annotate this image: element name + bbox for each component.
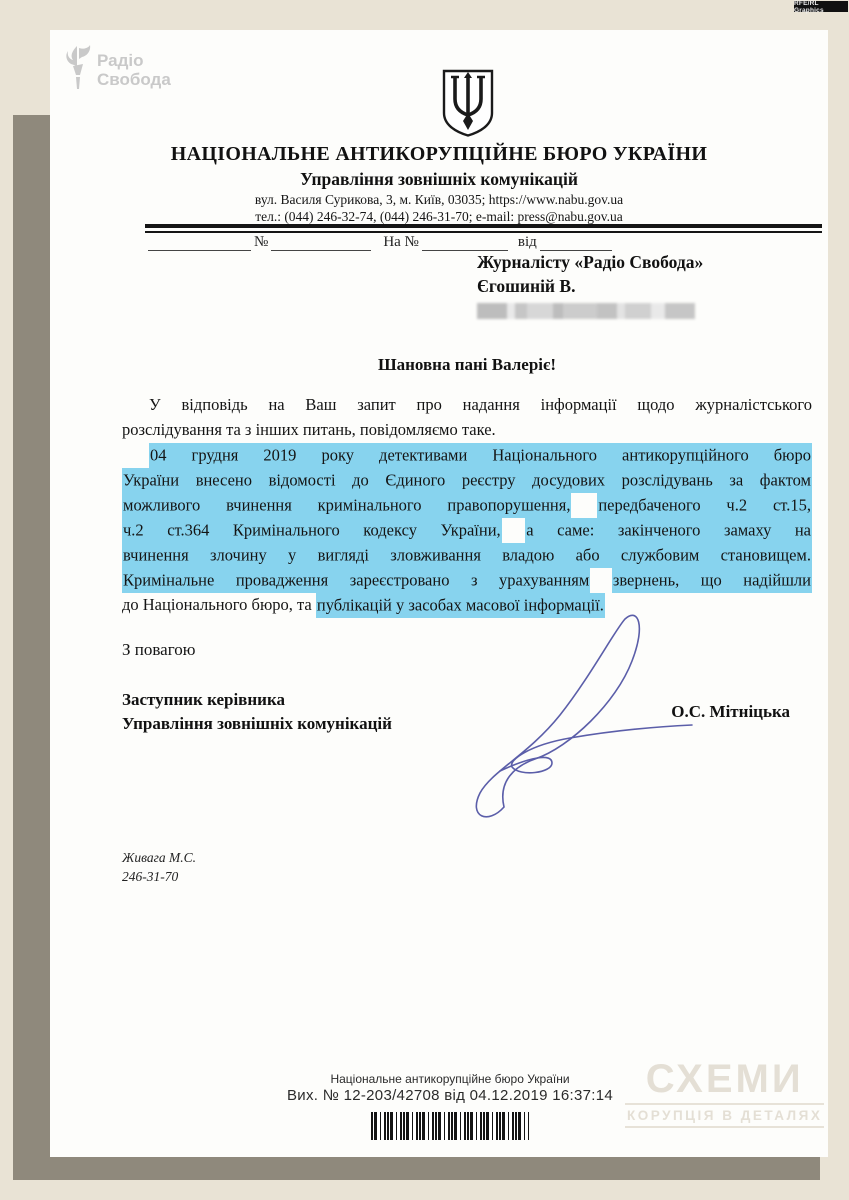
blank-line [540, 234, 612, 251]
registration-stamp [280, 1072, 620, 1140]
highlighted-text: передбаченого ч.2 ст.15, [597, 493, 812, 518]
from-label: від [517, 234, 537, 250]
schemes-watermark [625, 1058, 824, 1128]
highlighted-text: а саме: закінченого замаху на [525, 518, 812, 543]
signer-position-line1: Заступник керівника [122, 690, 285, 709]
barcode [371, 1112, 529, 1140]
on-no-label: На № [383, 234, 419, 250]
plain-text: розслідування та з інших питань, повідомляємо таке. [122, 420, 496, 439]
highlighted-text: вчинення злочину у вигляді зловживання владою або службовим становищем. [122, 543, 812, 568]
letter-page [50, 30, 828, 1157]
blank-line [422, 234, 508, 251]
schemes-title: СХЕМИ [645, 1057, 804, 1101]
salutation: Шановна пані Валеріє! [377, 355, 557, 374]
header-rule [145, 224, 822, 233]
redacted-contact-info [477, 303, 695, 319]
stamp-org-line: Національне антикорупційне бюро України [330, 1072, 570, 1086]
recipient-line1: Журналісту «Радіо Свобода» [477, 252, 704, 272]
radio-svoboda-line2: Свобода [97, 69, 171, 89]
executor-name: Живага М.С. [122, 850, 197, 865]
body-line [122, 442, 812, 467]
regards-line: З повагою [122, 640, 196, 659]
highlighted-text: 04 грудня 2019 року детективами Національного антикорупційного бюро [149, 443, 812, 468]
executor-phone: 246-31-70 [122, 869, 179, 884]
recipient-block [477, 250, 703, 319]
highlighted-text: публікацій у засобах масової інформації. [316, 593, 605, 618]
signer-name: О.С. Мітніцька [671, 702, 790, 721]
no-label: № [254, 234, 269, 250]
recipient-line2: Єгошиній В. [477, 276, 576, 296]
body-line [122, 492, 812, 517]
plain-text: У відповідь на Ваш запит про надання інформації щодо журналістського [149, 395, 812, 414]
body-line [122, 517, 812, 542]
stamp-ref-line: Вих. № 12-203/42708 від 04.12.2019 16:37:14 [287, 1087, 613, 1104]
signer-position [122, 688, 392, 736]
blank-line [271, 234, 371, 251]
highlighted-text: можливого вчинення кримінального правопорушення, [122, 493, 571, 518]
schemes-subtitle: КОРУПЦІЯ В ДЕТАЛЯХ [625, 1103, 824, 1128]
reference-row [148, 234, 688, 251]
radio-svoboda-watermark [65, 45, 171, 94]
signer-position-line2: Управління зовнішніх комунікацій [122, 714, 392, 733]
address-line: вул. Василя Сурикова, 3, м. Київ, 03035; https://www.nabu.gov.ua [254, 192, 624, 207]
body-line [122, 467, 812, 492]
highlighted-text: ч.2 ст.364 Кримінального кодексу України, [122, 518, 502, 543]
highlighted-text: звернень, що надійшли [612, 568, 812, 593]
handwritten-signature [440, 595, 720, 830]
body-line [122, 567, 812, 592]
executor-block [122, 848, 196, 886]
department-name: Управління зовнішніх комунікацій [300, 169, 578, 189]
body-line [122, 392, 812, 417]
letter-body [122, 392, 812, 617]
torch-icon [65, 45, 91, 94]
radio-svoboda-line1: Радіо [97, 50, 144, 70]
highlighted-text: України внесено відомості до Єдиного реєстру досудових розслідувань за фактом [122, 468, 812, 493]
contacts-line: тел.: (044) 246-32-74, (044) 246-31-70; e-mail: press@nabu.gov.ua [255, 209, 623, 224]
plain-text: до Національного бюро, та [122, 595, 312, 614]
ukraine-trident-emblem-icon [440, 68, 496, 143]
highlighted-text: Кримінальне провадження зареєстровано з урахуванням [122, 568, 590, 593]
rfe-rl-graphics-tag: RFE/RL Graphics [794, 1, 848, 12]
body-line [122, 542, 812, 567]
body-line [122, 417, 812, 442]
org-name: НАЦІОНАЛЬНЕ АНТИКОРУПЦІЙНЕ БЮРО УКРАЇНИ [170, 143, 708, 165]
blank-line [148, 234, 251, 251]
